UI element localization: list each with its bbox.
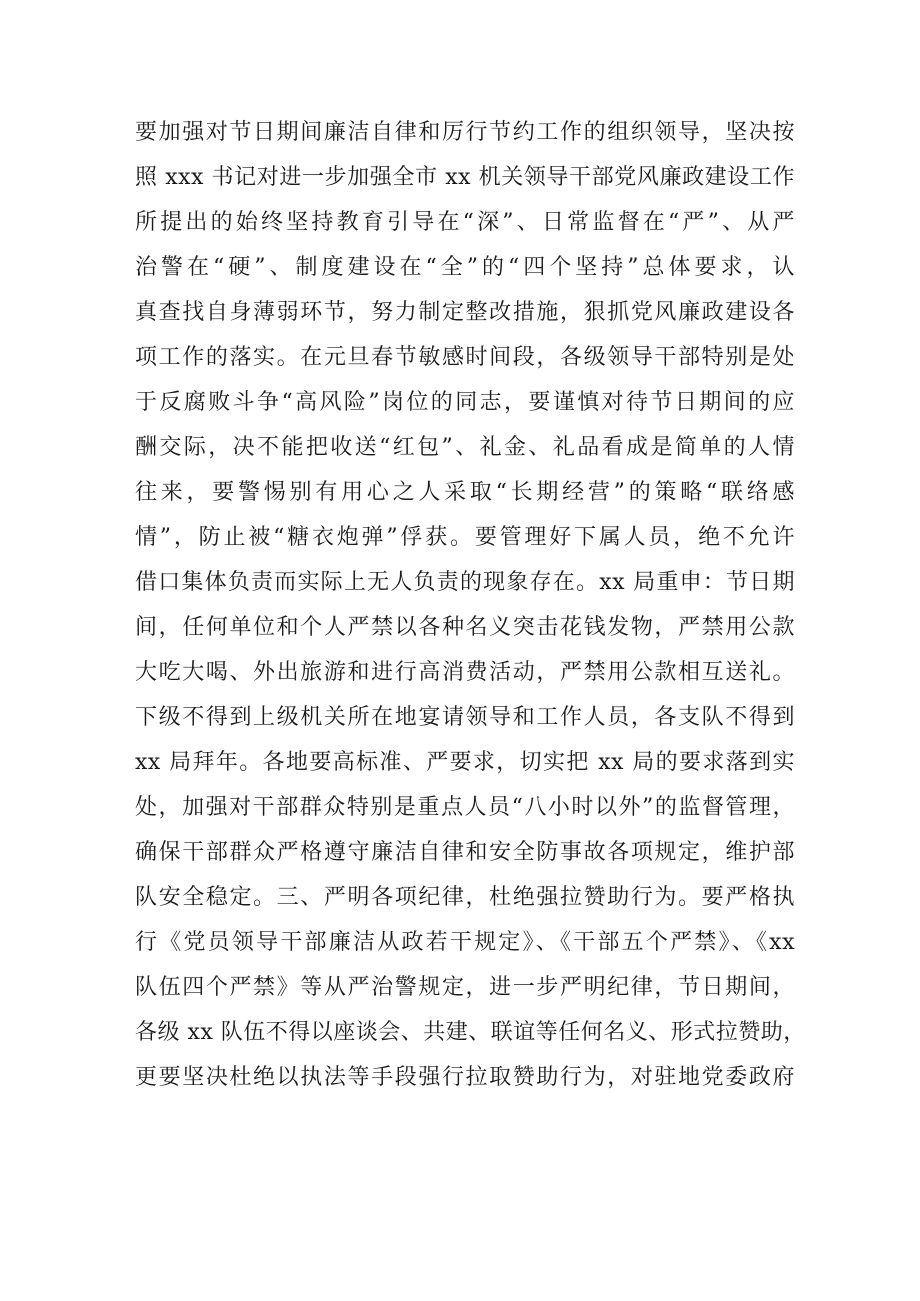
body-text (135, 110, 806, 1100)
text-line: 情”，防止被“糖衣炮弹”俘获。要管理好下属人员，绝不允许 (135, 525, 795, 550)
text-line: 照 xxx 书记对进一步加强全市 xx 机关领导干部党风廉政建设工作 (135, 165, 795, 190)
text-line: 要加强对节日期间廉洁自律和厉行节约工作的组织领导，坚决按 (135, 120, 795, 145)
text-line: 于反腐败斗争“高风险”岗位的同志，要谨慎对待节日期间的应 (135, 390, 795, 415)
text-line: 酬交际，决不能把收送“红包”、礼金、礼品看成是简单的人情 (135, 435, 795, 460)
text-line: 行《党员领导干部廉洁从政若干规定》、《干部五个严禁》、《xx (135, 930, 795, 955)
text-line: 各级 xx 队伍不得以座谈会、共建、联谊等任何名义、形式拉赞助， (135, 1020, 806, 1045)
text-line: 治警在“硬”、制度建设在“全”的“四个坚持”总体要求，认 (135, 255, 795, 280)
text-line: 所提出的始终坚持教育引导在“深”、日常监督在“严”、从严 (135, 210, 795, 235)
text-line: 处，加强对干部群众特别是重点人员“八小时以外”的监督管理， (135, 795, 795, 820)
text-line: 项工作的落实。在元旦春节敏感时间段，各级领导干部特别是处 (135, 345, 795, 370)
text-line: 队安全稳定。三、严明各项纪律，杜绝强拉赞助行为。要严格执 (135, 885, 795, 910)
text-line: 借口集体负责而实际上无人负责的现象存在。xx 局重申：节日期 (135, 570, 795, 595)
text-line: 往来，要警惕别有用心之人采取“长期经营”的策略“联络感 (135, 480, 795, 505)
text-line: 更要坚决杜绝以执法等手段强行拉取赞助行为，对驻地党委政府 (135, 1065, 795, 1090)
text-line: 真查找自身薄弱环节，努力制定整改措施，狠抓党风廉政建设各 (135, 300, 795, 325)
text-line: 下级不得到上级机关所在地宴请领导和工作人员，各支队不得到 (135, 705, 795, 730)
text-line: 大吃大喝、外出旅游和进行高消费活动，严禁用公款相互送礼。 (135, 660, 795, 685)
text-line: 间，任何单位和个人严禁以各种名义突击花钱发物，严禁用公款 (135, 615, 795, 640)
text-line: 确保干部群众严格遵守廉洁自律和安全防事故各项规定，维护部 (135, 840, 795, 865)
text-line: xx 局拜年。各地要高标准、严要求，切实把 xx 局的要求落到实 (135, 750, 795, 775)
text-line: 队伍四个严禁》等从严治警规定，进一步严明纪律，节日期间， (135, 975, 795, 1000)
